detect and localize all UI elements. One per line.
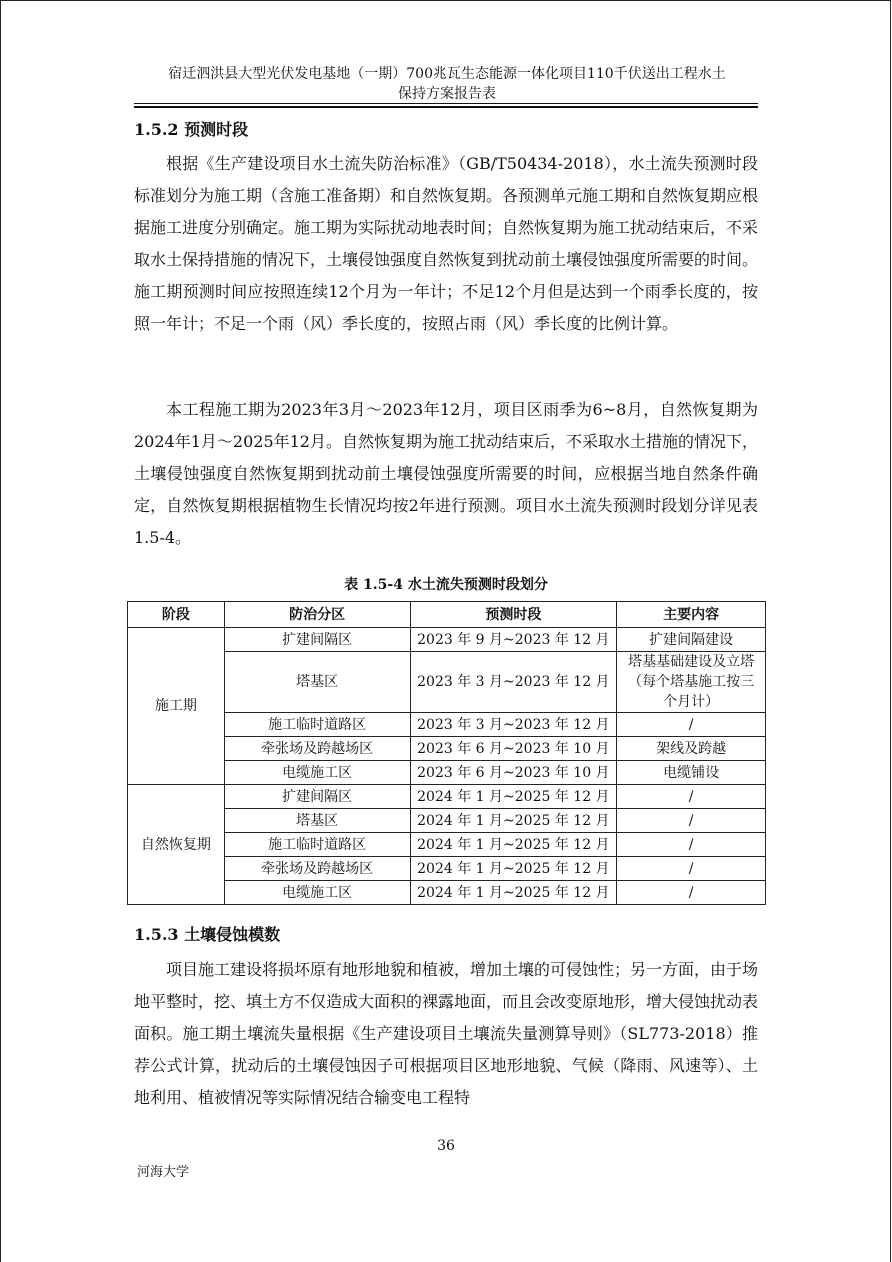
zone-cell: 电缆施工区 (224, 881, 410, 905)
table-caption: 表 1.5-4 水土流失预测时段划分 (344, 577, 548, 593)
period-cell: 2024 年 1 月~2025 年 12 月 (410, 833, 617, 857)
prediction-period-table (127, 601, 766, 905)
header-rule-thick (134, 106, 758, 108)
content-cell: / (617, 857, 766, 881)
col-header-stage: 阶段 (128, 602, 225, 628)
period-cell: 2023 年 3 月~2023 年 12 月 (410, 713, 617, 737)
col-header-content: 主要内容 (617, 602, 766, 628)
content-cell: 塔基基础建设及立塔（每个塔基施工按三个月计） (617, 652, 766, 713)
zone-cell: 牵张场及跨越场区 (224, 857, 410, 881)
page-border-right (890, 0, 891, 1262)
period-cell: 2023 年 9 月~2023 年 12 月 (410, 628, 617, 652)
period-cell: 2023 年 6 月~2023 年 10 月 (410, 761, 617, 785)
section-1-5-2-paragraph-2: 本工程施工期为2023年3月～2023年12月，项目区雨季为6~8月，自然恢复期为2024年1月～2025年12月。自然恢复期为施工扰动结束后，不采取水土措施的情况下，土壤侵蚀强度自然恢复期到扰动前土壤侵蚀强度所需要的时间，应根据当地自然条件确定，自然恢复期根据植物生长情况均按2年进行预测。项目水土流失预测时段划分详见表1.5-4。 (134, 400, 758, 547)
header-rule-thin (134, 103, 758, 104)
content-cell: 架线及跨越 (617, 737, 766, 761)
zone-cell: 施工临时道路区 (224, 713, 410, 737)
page-border-top (0, 0, 891, 1)
period-cell: 2024 年 1 月~2025 年 12 月 (410, 809, 617, 833)
period-cell: 2023 年 3 月~2023 年 12 月 (410, 652, 617, 713)
content-cell: / (617, 809, 766, 833)
section-1-5-3-paragraph-1: 项目施工建设将损坏原有地形地貌和植被，增加土壤的可侵蚀性；另一方面，由于场地平整时，挖、填土方不仅造成大面积的裸露地面，而且会改变原地形，增大侵蚀扰动表面积。施工期土壤流失量根据《生产建设项目土壤流失量测算导则》（SL773-2018）推荐公式计算，扰动后的土壤侵蚀因子可根据项目区地形地貌、气候（降雨、风速等）、土地利用、植被情况等实际情况结合输变电工程特 (134, 960, 759, 1107)
period-cell: 2024 年 1 月~2025 年 12 月 (410, 785, 617, 809)
content-cell: 电缆铺设 (617, 761, 766, 785)
header-title-line2: 保持方案报告表 (398, 86, 496, 102)
period-cell: 2024 年 1 月~2025 年 12 月 (410, 857, 617, 881)
stage-cell-construction: 施工期 (128, 628, 225, 785)
table-row (128, 785, 766, 809)
section-heading-1-5-3: 1.5.3 土壤侵蚀模数 (134, 925, 281, 944)
content-cell: / (617, 833, 766, 857)
content-cell: / (617, 881, 766, 905)
zone-cell: 施工临时道路区 (224, 833, 410, 857)
zone-cell: 扩建间隔区 (224, 785, 410, 809)
footer-organization: 河海大学 (137, 1165, 190, 1180)
page-number: 36 (437, 1138, 455, 1154)
stage-cell-recovery: 自然恢复期 (128, 785, 225, 905)
zone-cell: 塔基区 (224, 652, 410, 713)
col-header-zone: 防治分区 (224, 602, 410, 628)
table-header-row (128, 602, 766, 628)
content-cell: / (617, 785, 766, 809)
section-1-5-2-paragraph-1: 根据《生产建设项目水土流失防治标准》（GB/T50434-2018），水土流失预测时段标准划分为施工期（含施工准备期）和自然恢复期。各预测单元施工期和自然恢复期应根据施工进度分别确定。施工期为实际扰动地表时间；自然恢复期为施工扰动结束后，不采取水土保持措施的情况下，土壤侵蚀强度自然恢复到扰动前土壤侵蚀强度所需要的时间。施工期预测时间应按照连续12个月为一年计；不足12个月但是达到一个雨季长度的，按照一年计；不足一个雨（风）季长度的，按照占雨（风）季长度的比例计算。 (134, 154, 759, 333)
header-title-line1: 宿迁泗洪县大型光伏发电基地（一期）700兆瓦生态能源一体化项目110千伏送出工程水土 (168, 66, 726, 82)
content-cell: 扩建间隔建设 (617, 628, 766, 652)
content-cell: / (617, 713, 766, 737)
page-border-left (0, 0, 1, 1262)
zone-cell: 塔基区 (224, 809, 410, 833)
zone-cell: 牵张场及跨越场区 (224, 737, 410, 761)
period-cell: 2024 年 1 月~2025 年 12 月 (410, 881, 617, 905)
period-cell: 2023 年 6 月~2023 年 10 月 (410, 737, 617, 761)
table-row (128, 628, 766, 652)
zone-cell: 扩建间隔区 (224, 628, 410, 652)
zone-cell: 电缆施工区 (224, 761, 410, 785)
col-header-period: 预测时段 (410, 602, 617, 628)
document-header (134, 64, 760, 104)
section-heading-1-5-2: 1.5.2 预测时段 (134, 120, 249, 139)
